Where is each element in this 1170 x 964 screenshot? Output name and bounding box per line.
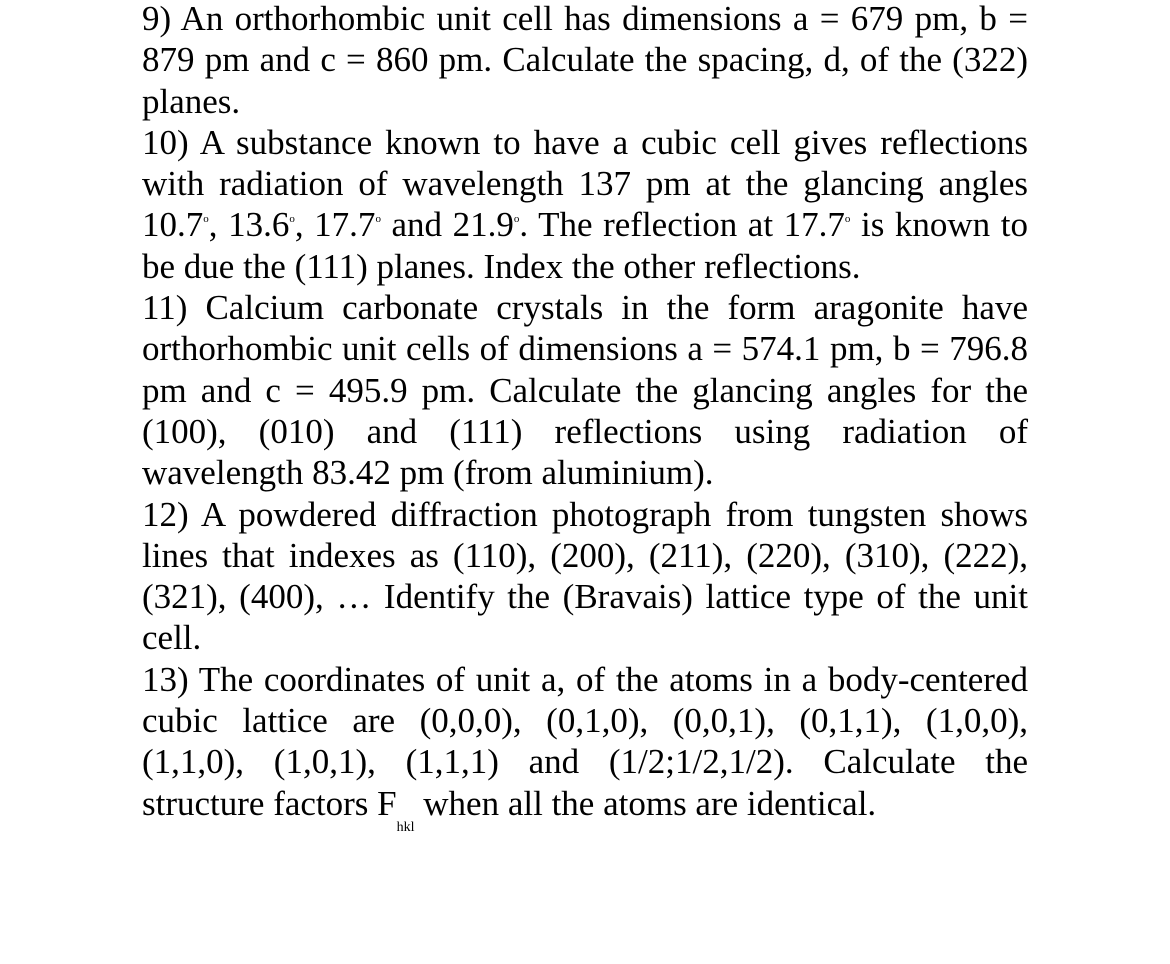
problem-12-text: 12) A powdered diffraction photograph from tungsten shows lines that indexes as (110), (200), (211), (220), (310), (222), (321), (400), … Identify the (Bravais) lattice type of the unit cell. [142,494,1028,658]
document-page [142,0,1028,835]
problem-13-text-2: when all the atoms are identical. [414,783,877,823]
problem-9-text: 9) An orthorhombic unit cell has dimensions a = 679 pm, b = 879 pm and c = 860 pm. Calculate the spacing, d, of the (322) planes. [142,0,1028,121]
degree-symbol: o [513,213,520,226]
degree-symbol: o [289,213,295,226]
problem-10 [142,122,1028,287]
problem-11 [142,287,1028,493]
problem-12 [142,494,1028,659]
problem-10-text-2: , 13.6 [208,205,290,245]
problem-9 [142,0,1028,122]
problem-11-text: 11) Calcium carbonate crystals in the form aragonite have orthorhombic unit cells of dimensions a = 574.1 pm, b = 796.8 pm and c = 495.9 pm. Calculate the glancing angles for the (100), (010) and (111) reflections using radiation of wavelength 83.42 pm (from aluminium). [142,288,1028,493]
structure-factor-subscript: hkl [396,819,415,835]
degree-symbol: o [203,213,209,226]
problem-10-text-3: , 17.7 [294,205,376,245]
degree-symbol: o [375,213,381,226]
problem-10-text-1: 10) A substance known to have a cubic cell gives reflections with radiation of wavelength 137 pm at the glancing angles 10.7 [142,122,1028,245]
problem-13 [142,659,1028,835]
degree-symbol: o [844,213,851,226]
problem-10-text-4: and 21.9 [380,205,514,245]
problem-10-text-5: . The reflection at 17.7 [519,205,845,245]
problem-10-text-6: is known to be due the (111) planes. Index the other reflections. [142,205,1028,286]
problem-13-text-1: 13) The coordinates of unit a, of the atoms in a body-centered cubic lattice are (0,0,0), (0,1,0), (0,0,1), (0,1,1), (1,0,0), (1,1,0), (1,0,1), (1,1,1) and (1/2;1/2,1/2). Calculate the structure factors F [142,659,1028,823]
